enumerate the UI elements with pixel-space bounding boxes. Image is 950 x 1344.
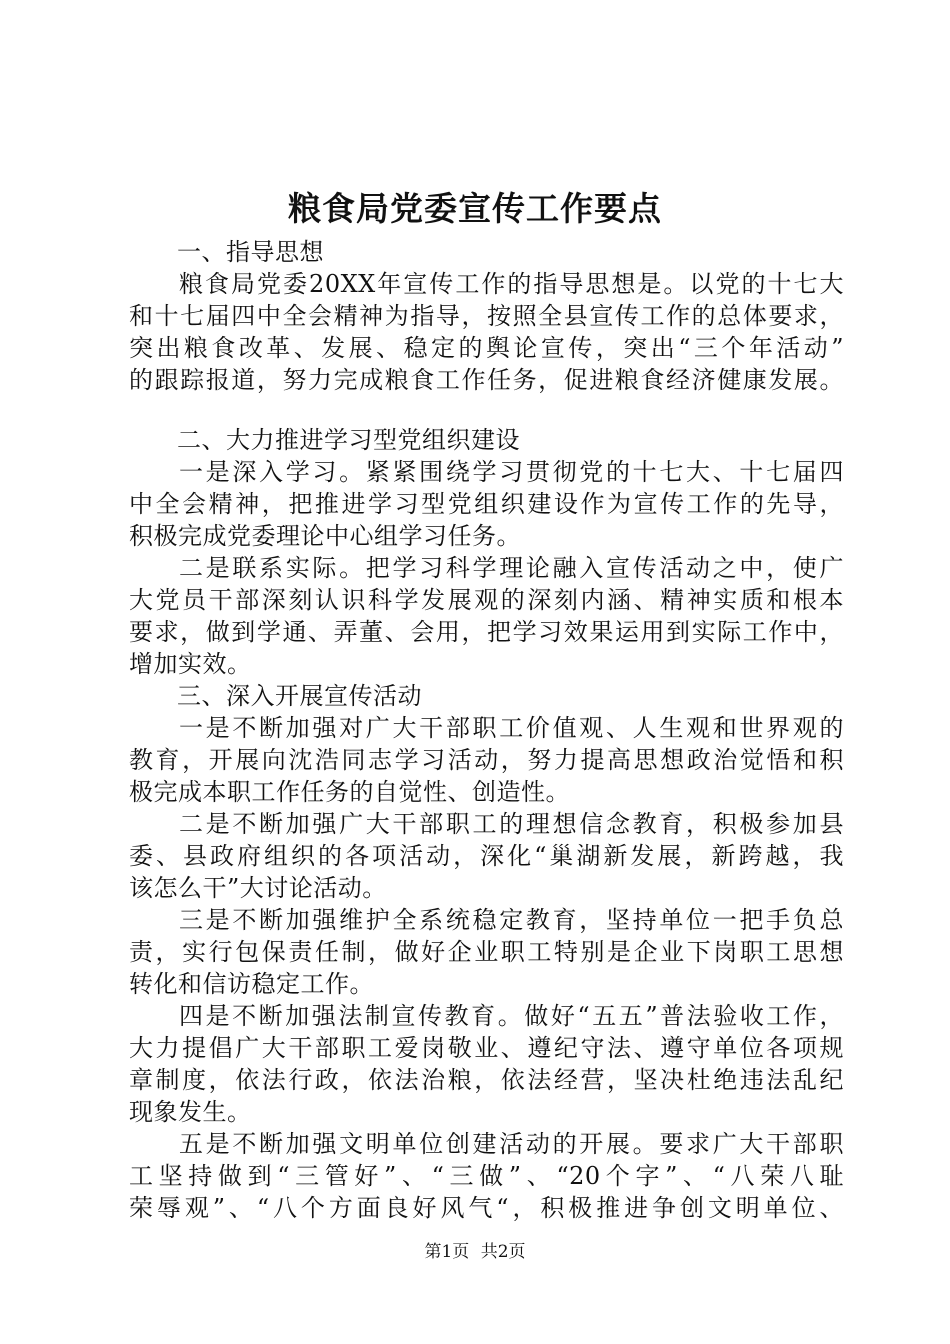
section-heading: 一、指导思想 <box>177 238 324 266</box>
paragraph-line: 大党员干部深刻认识科学发展观的深刻内涵、精神实质和根本 <box>129 586 844 614</box>
paragraph-line: 极完成本职工作任务的自觉性、创造性。 <box>129 778 570 806</box>
paragraph-line: 该怎么干”大讨论活动。 <box>129 874 387 902</box>
paragraph-line: 二是不断加强广大干部职工的理想信念教育，积极参加县 <box>179 810 844 838</box>
paragraph-line: 荣辱观”、“八个方面良好风气“，积极推进争创文明单位、 <box>129 1194 844 1222</box>
paragraph-line: 中全会精神，把推进学习型党组织建设作为宣传工作的先导， <box>129 490 844 518</box>
paragraph-line: 大力提倡广大干部职工爱岗敬业、遵纪守法、遵守单位各项规 <box>129 1034 844 1062</box>
page-footer <box>0 1240 950 1264</box>
document-title: 粮食局党委宣传工作要点 <box>288 189 662 228</box>
paragraph-line: 章制度，依法行政，依法治粮，依法经营，坚决杜绝违法乱纪 <box>129 1066 844 1094</box>
paragraph-line: 工坚持做到“三管好”、“三做”、“20个字”、“八荣八耻 <box>129 1162 844 1190</box>
paragraph-line: 突出粮食改革、发展、稳定的舆论宣传，突出“三个年活动” <box>129 334 844 362</box>
paragraph-line: 四是不断加强法制宣传教育。做好“五五”普法验收工作， <box>179 1002 844 1030</box>
section-heading: 三、深入开展宣传活动 <box>177 682 422 710</box>
paragraph-line: 委、县政府组织的各项活动，深化“巢湖新发展，新跨越，我 <box>129 842 844 870</box>
paragraph-line: 责，实行包保责任制，做好企业职工特别是企业下岗职工思想 <box>129 938 844 966</box>
paragraph-line: 和十七届四中全会精神为指导，按照全县宣传工作的总体要求， <box>129 302 844 330</box>
page-number: 第1页 <box>424 1242 470 1262</box>
paragraph-line: 教育，开展向沈浩同志学习活动，努力提高思想政治觉悟和积 <box>129 746 844 774</box>
paragraph-line: 三是不断加强维护全系统稳定教育，坚持单位一把手负总 <box>179 906 844 934</box>
paragraph-line: 五是不断加强文明单位创建活动的开展。要求广大干部职 <box>179 1130 844 1158</box>
paragraph-line: 要求，做到学通、弄董、会用，把学习效果运用到实际工作中， <box>129 618 844 646</box>
page-total: 共2页 <box>480 1242 526 1262</box>
paragraph-line: 的跟踪报道，努力完成粮食工作任务，促进粮食经济健康发展。 <box>129 366 844 394</box>
paragraph-line: 转化和信访稳定工作。 <box>129 970 374 998</box>
paragraph-line: 一是深入学习。紧紧围绕学习贯彻党的十七大、十七届四 <box>179 458 844 486</box>
paragraph-line: 增加实效。 <box>129 650 252 678</box>
paragraph-line: 现象发生。 <box>129 1098 252 1126</box>
paragraph-line: 积极完成党委理论中心组学习任务。 <box>129 522 521 550</box>
paragraph-line: 粮食局党委20XX年宣传工作的指导思想是。以党的十七大 <box>179 270 844 298</box>
paragraph-line: 二是联系实际。把学习科学理论融入宣传活动之中，使广 <box>179 554 844 582</box>
document-body <box>129 236 844 1224</box>
paragraph-line: 一是不断加强对广大干部职工价值观、人生观和世界观的 <box>179 714 844 742</box>
section-heading: 二、大力推进学习型党组织建设 <box>177 426 520 454</box>
paragraph-gap <box>129 396 844 424</box>
